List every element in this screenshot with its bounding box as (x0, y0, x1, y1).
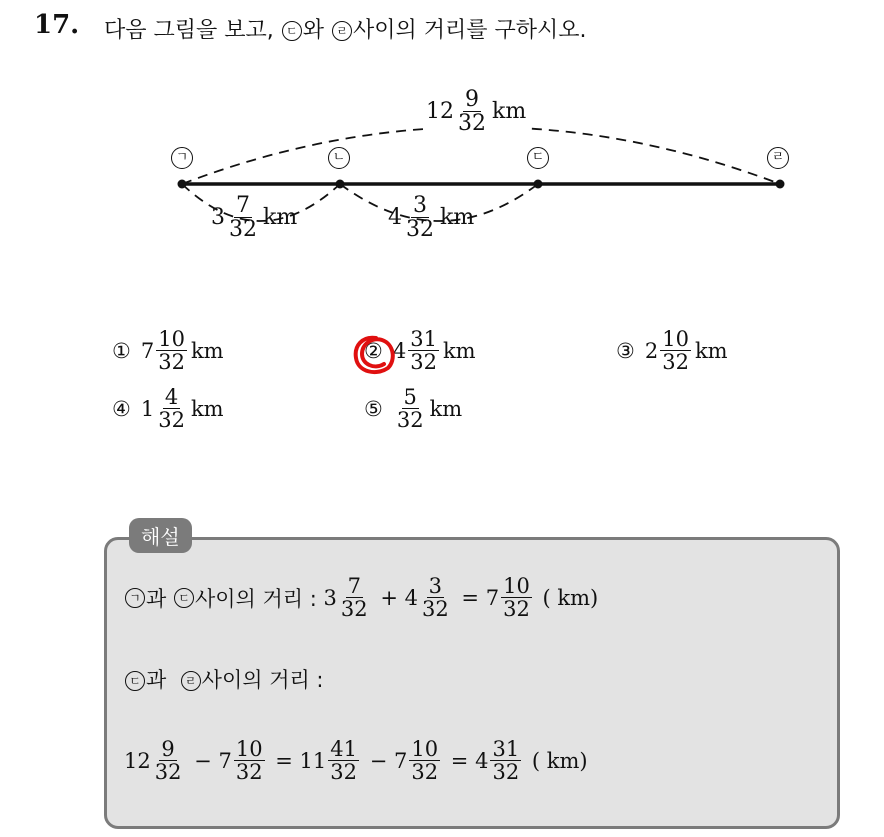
point-d-label: ㄹ (767, 147, 789, 169)
solution-line-3: 12 $\frac{9}{32}$ − 7 $\frac{10}{32}$ = 11 $\frac{41}{32}$ − 7 $\frac{10}{32}$ = 4 $\frac{31}{32}$ ( km) (124, 737, 588, 785)
question-text (104, 13, 587, 44)
question-text-prefix: 다음 그림을 보고, (104, 18, 274, 43)
total-distance-label: 12 $\frac{9}{32}$ km (423, 88, 529, 135)
solution-line-1: ㄱ 과 ㄷ 사이의 거리 : 3 $\frac{7}{32}$ + 4 $\frac{3}{32}$ = 7 $\frac{10}{32}$ ( km) (124, 575, 598, 620)
question-number: 17. (34, 10, 80, 40)
choice-3[interactable]: ③ 2 $\frac{10}{32}$ km (616, 327, 728, 375)
point-c-label: ㄷ (527, 147, 549, 169)
point-b-dot (336, 180, 345, 189)
choice-2[interactable]: ② 4 $\frac{31}{32}$ km (364, 327, 476, 375)
question-text-mid: 와 (302, 18, 325, 43)
seg2-distance-label: 4 $\frac{3}{32}$ km (388, 193, 475, 243)
choice-4[interactable]: ④ 1 $\frac{4}{32}$ km (112, 385, 224, 433)
selected-answer-mark (350, 330, 400, 380)
point-c-dot (534, 180, 543, 189)
point-b-label: ㄴ (328, 147, 350, 169)
point-a-label: ㄱ (171, 147, 193, 169)
choice-1[interactable]: ① 7 $\frac{10}{32}$ km (112, 327, 224, 375)
distance-diagram (0, 80, 884, 260)
point-d-symbol: ㄹ (332, 21, 352, 41)
choice-5[interactable]: ⑤ $\frac{5}{32}$ km (364, 385, 463, 433)
question-text-suffix: 사이의 거리를 구하시오. (353, 18, 587, 43)
solution-line-2: ㄷ 과 ㄹ 사이의 거리 : (124, 664, 324, 694)
point-c-symbol: ㄷ (282, 21, 302, 41)
seg1-distance-label: 3 $\frac{7}{32}$ km (211, 193, 298, 243)
solution-tag: 해설 (129, 518, 192, 553)
point-d-dot (776, 180, 785, 189)
point-a-dot (178, 180, 187, 189)
